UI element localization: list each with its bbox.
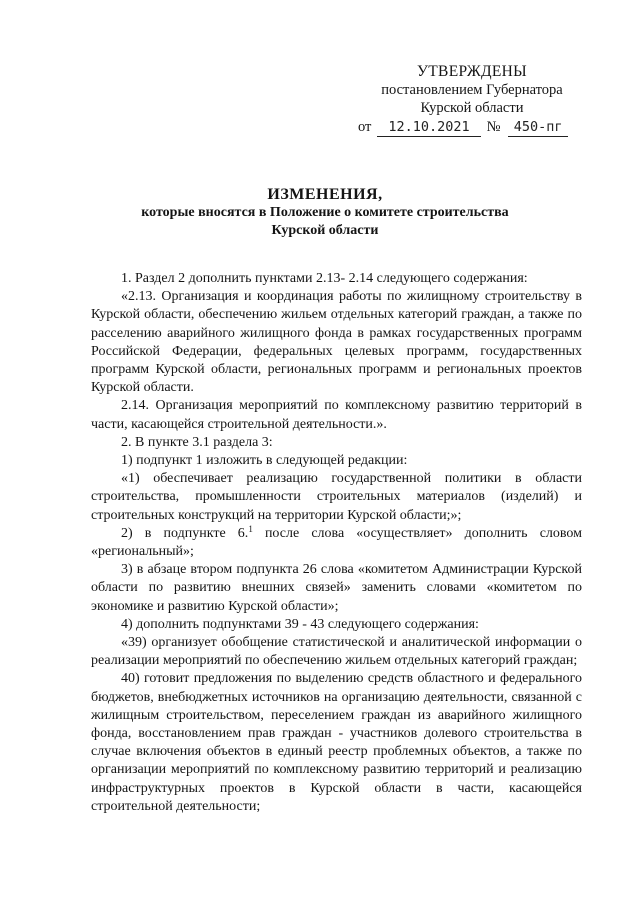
approval-title: УТВЕРЖДЕНЫ [417,63,527,80]
paragraph: 1) подпункт 1 изложить в следующей редакции: [121,453,408,469]
paragraph: «39) организует обобщение статистической и аналитической информации о реализации мероприятий по обеспечению жильем отдельных категорий граждан; [91,635,582,669]
approval-number: 450-пг [508,118,568,137]
date-prefix: от [358,119,372,135]
approval-issuer: постановлением Губернатора [381,82,563,98]
document-body [91,270,582,816]
heading-subtitle-2: Курской области [271,223,379,238]
superscript: 1 [248,523,253,534]
paragraph-text: 2) в подпункте 6. [121,525,249,541]
paragraph: 2.14. Организация мероприятий по комплексному развитию территорий в части, касающейся строительной деятельности.». [91,398,582,432]
approval-block [352,63,592,137]
paragraph-text: после слова «осуществляет» дополнить словом «региональный»; [91,525,582,560]
paragraph: 4) дополнить подпунктами 39 - 43 следующего содержания: [121,616,479,632]
paragraph: «1) обеспечивает реализацию государственной политики в области строительства, промышленности строительных материалов (изделий) и строительных конструкций на территории Курской области;»; [91,471,582,523]
number-prefix: № [486,119,501,135]
paragraph: 40) готовит предложения по выделению средств областного и федерального бюджетов, внебюджетных источников на организацию деятельности, связанной с жилищным строительством, переселением граждан из аварийного жилищного фонда, восстановлением прав граждан - участников долевого строительства в случае включения объектов в единый реестр проблемных объектов, а также по организации мероприятий по комплексному развитию территорий и реализацию инфраструктурных проектов в Курской области в части, касающейся строительной деятельности; [91,671,582,814]
paragraph: 3) в абзаце втором подпункта 26 слова «комитетом Администрации Курской области по развитию внешних связей» заменить словами «комитетом по экономике и развитию Курской области»; [91,562,582,614]
paragraph [91,525,582,561]
approval-region: Курской области [420,100,524,116]
document-heading [80,186,570,240]
paragraph: 1. Раздел 2 дополнить пунктами 2.13- 2.14 следующего содержания: [121,271,528,286]
paragraph: 2. В пункте 3.1 раздела 3: [121,434,273,450]
heading-subtitle-1: которые вносятся в Положение о комитете строительства [141,205,509,220]
approval-date: 12.10.2021 [377,118,481,137]
approval-date-line [352,118,592,137]
paragraph: «2.13. Организация и координация работы по жилищному строительству в Курской области, обеспечению жильем отдельных категорий граждан, а также по расселению аварийного жилищного фонда в рамках государственных программ Российской Федерации, федеральных целевых программ, государственных программ Курской области, региональных программ и региональных проектов Курской области. [91,289,582,396]
heading-title: ИЗМЕНЕНИЯ, [267,186,383,203]
